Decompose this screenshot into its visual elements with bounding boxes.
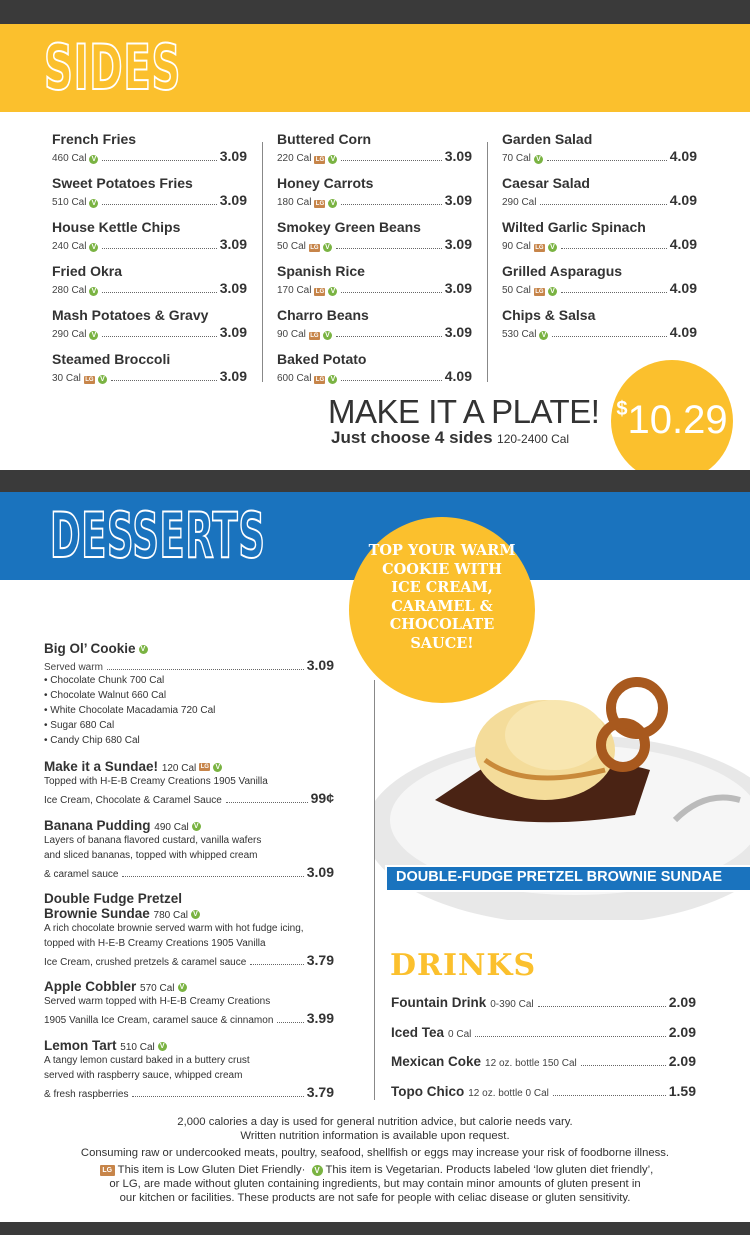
cookie-price: 3.09	[306, 657, 334, 673]
cookie-flavor: • White Chocolate Macadamia 720 Cal	[44, 705, 216, 716]
side-cal: 290 Cal	[502, 197, 537, 208]
lemon-name: Lemon Tart	[44, 1038, 117, 1053]
banana-cal: 490 Cal	[154, 822, 189, 833]
banana-desc: Layers of banana flavored custard, vanilla wafers	[44, 835, 262, 846]
drink-cal: 12 oz. bottle 0 Cal	[468, 1087, 549, 1099]
side-name: Honey Carrots	[277, 175, 374, 191]
banana-price: 3.09	[306, 864, 334, 880]
section-divider	[0, 470, 750, 492]
dessert-banana	[44, 818, 334, 882]
side-name: Grilled Asparagus	[502, 263, 623, 279]
footer-legend: LG This item is Low Gluten Diet Friendly· V This item is Vegetarian. Products labeled ‘low gluten diet friendly’,	[0, 1163, 750, 1177]
low-gluten-icon: LG	[535, 289, 544, 295]
lemon-desc: served with raspberry sauce, whipped cream	[44, 1070, 243, 1081]
sundae-desc: Ice Cream, Chocolate & Caramel Sauce	[44, 795, 222, 806]
side-item	[52, 307, 247, 340]
side-item	[52, 175, 247, 208]
drink-cal: 0-390 Cal	[490, 999, 534, 1010]
side-item	[502, 263, 697, 296]
side-item	[52, 131, 247, 164]
cobbler-cal: 570 Cal	[140, 983, 175, 994]
drink-price: 2.09	[668, 994, 696, 1010]
dessert-sundae	[44, 759, 334, 808]
side-price: 4.09	[669, 192, 697, 208]
side-item	[277, 351, 472, 384]
side-price: 3.09	[219, 280, 247, 296]
drink-price: 2.09	[668, 1053, 696, 1069]
footer-line: or LG, are made without gluten containing ingredients, but may contain minor amounts of gluten present in	[109, 1178, 641, 1190]
side-name: Garden Salad	[502, 131, 593, 147]
side-cal: 280 Cal	[52, 285, 87, 296]
column-divider	[487, 142, 488, 382]
lemon-desc: & fresh raspberries	[44, 1089, 129, 1100]
side-item	[502, 307, 697, 340]
side-price: 3.09	[219, 236, 247, 252]
plate-subline	[331, 428, 569, 448]
side-price: 3.09	[444, 324, 472, 340]
low-gluten-icon: LG	[200, 764, 209, 771]
footer-line: our kitchen or facilities. These products are not safe for people with celiac disease or gluten sensitivity.	[119, 1192, 631, 1204]
side-price: 3.09	[444, 236, 472, 252]
side-cal: 510 Cal	[52, 197, 87, 208]
low-gluten-icon: LG	[85, 377, 94, 383]
dessert-cobbler	[44, 979, 334, 1028]
low-gluten-icon: LG	[310, 245, 319, 251]
lemon-desc: A tangy lemon custard baked in a buttery crust	[44, 1055, 250, 1066]
side-price: 3.09	[444, 280, 472, 296]
side-price: 3.09	[219, 192, 247, 208]
side-item	[502, 219, 697, 252]
drink-item	[391, 994, 696, 1010]
dessert-fudge	[44, 891, 334, 970]
side-cal: 530 Cal	[502, 329, 537, 340]
column-divider	[262, 142, 263, 382]
side-cal: 220 Cal	[277, 153, 312, 164]
fudge-name: Double Fudge Pretzel	[44, 891, 183, 906]
banana-name: Banana Pudding	[44, 818, 151, 833]
vegetarian-icon: V	[328, 155, 337, 164]
sundae-desc: Topped with H-E-B Creamy Creations 1905 Vanilla	[44, 776, 268, 787]
vegetarian-icon: V	[328, 287, 337, 296]
footer-line: 2,000 calories a day is used for general nutrition advice, but calorie needs vary.	[177, 1116, 573, 1128]
plate-sub: Just choose 4 sides	[331, 428, 493, 447]
side-cal: 70 Cal	[502, 153, 531, 164]
side-item	[52, 219, 247, 252]
side-item	[52, 351, 247, 384]
drink-item	[391, 1024, 696, 1040]
side-name: Charro Beans	[277, 307, 369, 323]
vegetarian-icon: V	[89, 155, 98, 164]
drink-cal: 12 oz. bottle 150 Cal	[485, 1058, 577, 1069]
plate-price: $10.29	[616, 398, 728, 442]
vegetarian-icon: V	[323, 243, 332, 252]
side-name: Fried Okra	[52, 263, 123, 279]
vegetarian-icon: V	[323, 331, 332, 340]
cookie-flavor: • Sugar 680 Cal	[44, 720, 115, 731]
drink-name: Mexican Coke	[391, 1054, 482, 1069]
cookie-flavor-list	[44, 673, 334, 748]
side-price: 3.09	[219, 148, 247, 164]
fudge-cal: 780 Cal	[153, 910, 188, 921]
drink-name: Topo Chico	[391, 1083, 465, 1099]
vegetarian-icon: V	[548, 243, 557, 252]
sides-title: SIDES	[44, 31, 182, 104]
vegetarian-icon: V	[89, 287, 98, 296]
cobbler-desc: Served warm topped with H-E-B Creamy Creations	[44, 996, 271, 1007]
drink-name: Fountain Drink	[391, 995, 487, 1010]
low-gluten-icon: LG	[100, 1165, 115, 1176]
side-name: Smokey Green Beans	[277, 219, 421, 235]
fudge-name: Brownie Sundae	[44, 906, 150, 921]
side-cal: 290 Cal	[52, 329, 87, 340]
footer-line: Written nutrition information is available upon request.	[240, 1130, 510, 1142]
side-name: House Kettle Chips	[52, 219, 181, 235]
photo-caption: DOUBLE-FUDGE PRETZEL BROWNIE SUNDAE	[396, 869, 722, 885]
vegetarian-icon: V	[213, 763, 222, 772]
side-price: 3.09	[444, 148, 472, 164]
column-divider	[374, 680, 375, 1100]
plate-headline: MAKE IT A PLATE!	[328, 393, 600, 430]
dessert-cookie	[44, 641, 334, 748]
sundae-cal: 120 Cal	[161, 763, 197, 774]
side-item	[502, 175, 697, 208]
vegetarian-icon: V	[89, 199, 98, 208]
desserts-title: DESSERTS	[50, 499, 266, 572]
side-cal: 170 Cal	[277, 285, 312, 296]
side-price: 3.09	[219, 368, 247, 384]
vegetarian-icon: V	[178, 983, 187, 992]
fudge-price: 3.79	[306, 952, 334, 968]
plate-sub-cal: 120-2400 Cal	[497, 432, 570, 446]
cobbler-desc: 1905 Vanilla Ice Cream, caramel sauce & cinnamon	[44, 1015, 274, 1026]
sundae-price: 99¢	[310, 790, 334, 806]
side-price: 4.09	[444, 368, 472, 384]
drink-name: Iced Tea	[391, 1024, 445, 1040]
low-gluten-icon: LG	[535, 245, 544, 251]
side-price: 4.09	[669, 324, 697, 340]
side-cal: 30 Cal	[52, 373, 81, 384]
side-price: 4.09	[669, 236, 697, 252]
sundae-name: Make it a Sundae!	[44, 759, 159, 774]
bottom-border	[0, 1222, 750, 1235]
side-price: 4.09	[669, 280, 697, 296]
drink-item	[391, 1053, 696, 1069]
cookie-flavor: • Chocolate Chunk 700 Cal	[44, 675, 165, 686]
side-name: Baked Potato	[277, 351, 367, 367]
low-gluten-icon: LG	[315, 289, 325, 295]
cookie-name: Big Ol’ Cookie	[44, 641, 136, 656]
vegetarian-icon: V	[89, 243, 98, 252]
side-cal: 90 Cal	[277, 329, 306, 340]
dessert-lemon	[44, 1038, 334, 1102]
vegetarian-icon: V	[328, 199, 337, 208]
side-item	[277, 307, 472, 340]
footer-line: Consuming raw or undercooked meats, poultry, seafood, shellfish or eggs may increase your risk of foodborne illness.	[80, 1147, 670, 1159]
cobbler-name: Apple Cobbler	[44, 979, 137, 994]
vegetarian-icon: V	[98, 375, 107, 384]
vegetarian-icon: V	[328, 375, 337, 384]
fudge-desc: Ice Cream, crushed pretzels & caramel sauce	[44, 957, 247, 968]
side-item	[277, 219, 472, 252]
low-gluten-icon: LG	[310, 333, 319, 339]
side-item	[277, 263, 472, 296]
drinks-title: DRINKS	[390, 948, 537, 983]
side-name: Spanish Rice	[277, 263, 365, 279]
side-item	[502, 131, 697, 164]
side-name: Mash Potatoes & Gravy	[52, 307, 209, 323]
fudge-desc: A rich chocolate brownie served warm with hot fudge icing,	[44, 923, 304, 934]
banana-desc: and sliced bananas, topped with whipped cream	[44, 850, 258, 861]
vegetarian-icon: V	[539, 331, 548, 340]
low-gluten-icon: LG	[315, 377, 325, 383]
vegetarian-icon: V	[192, 822, 201, 831]
low-gluten-icon: LG	[315, 201, 325, 207]
side-cal: 240 Cal	[52, 241, 87, 252]
lemon-price: 3.79	[306, 1084, 334, 1100]
vegetarian-icon: V	[312, 1165, 323, 1176]
drink-price: 1.59	[668, 1082, 696, 1099]
cookie-flavor: • Candy Chip 680 Cal	[44, 735, 140, 746]
side-item	[52, 263, 247, 296]
side-name: Sweet Potatoes Fries	[52, 175, 193, 191]
vegetarian-icon: V	[534, 155, 543, 164]
vegetarian-icon: V	[139, 645, 148, 654]
side-name: Buttered Corn	[277, 131, 372, 147]
side-name: Steamed Broccoli	[52, 351, 171, 367]
side-price: 4.09	[669, 148, 697, 164]
drink-item	[391, 1083, 696, 1099]
lemon-cal: 510 Cal	[120, 1042, 155, 1053]
side-name: Caesar Salad	[502, 175, 590, 191]
side-cal: 460 Cal	[52, 153, 87, 164]
side-price: 3.09	[219, 324, 247, 340]
side-item	[277, 131, 472, 164]
side-cal: 180 Cal	[277, 197, 312, 208]
side-item	[277, 175, 472, 208]
vegetarian-icon: V	[548, 287, 557, 296]
top-border	[0, 0, 750, 24]
vegetarian-icon: V	[89, 331, 98, 340]
side-cal: 600 Cal	[277, 373, 312, 384]
cookie-desc: Served warm	[44, 662, 103, 673]
cookie-flavor: • Chocolate Walnut 660 Cal	[44, 690, 167, 701]
callout-text: TOP YOUR WARM COOKIE WITH ICE CREAM, CARAMEL & CHOCOLATE SAUCE!	[368, 542, 516, 652]
vegetarian-icon: V	[158, 1042, 167, 1051]
side-cal: 50 Cal	[502, 285, 531, 296]
side-price: 3.09	[444, 192, 472, 208]
drink-cal: 0 Cal	[448, 1028, 472, 1040]
side-cal: 50 Cal	[277, 241, 306, 252]
low-gluten-icon: LG	[315, 157, 325, 163]
side-name: Chips & Salsa	[502, 307, 596, 323]
side-name: French Fries	[52, 131, 137, 147]
cobbler-price: 3.99	[306, 1010, 334, 1026]
vegetarian-icon: V	[191, 910, 200, 919]
side-name: Wilted Garlic Spinach	[502, 219, 646, 235]
side-cal: 90 Cal	[502, 241, 531, 252]
footer-notes	[0, 1115, 750, 1205]
banana-desc: & caramel sauce	[44, 869, 119, 880]
drink-price: 2.09	[668, 1023, 696, 1040]
fudge-desc: topped with H-E-B Creamy Creations 1905 Vanilla	[44, 938, 266, 949]
